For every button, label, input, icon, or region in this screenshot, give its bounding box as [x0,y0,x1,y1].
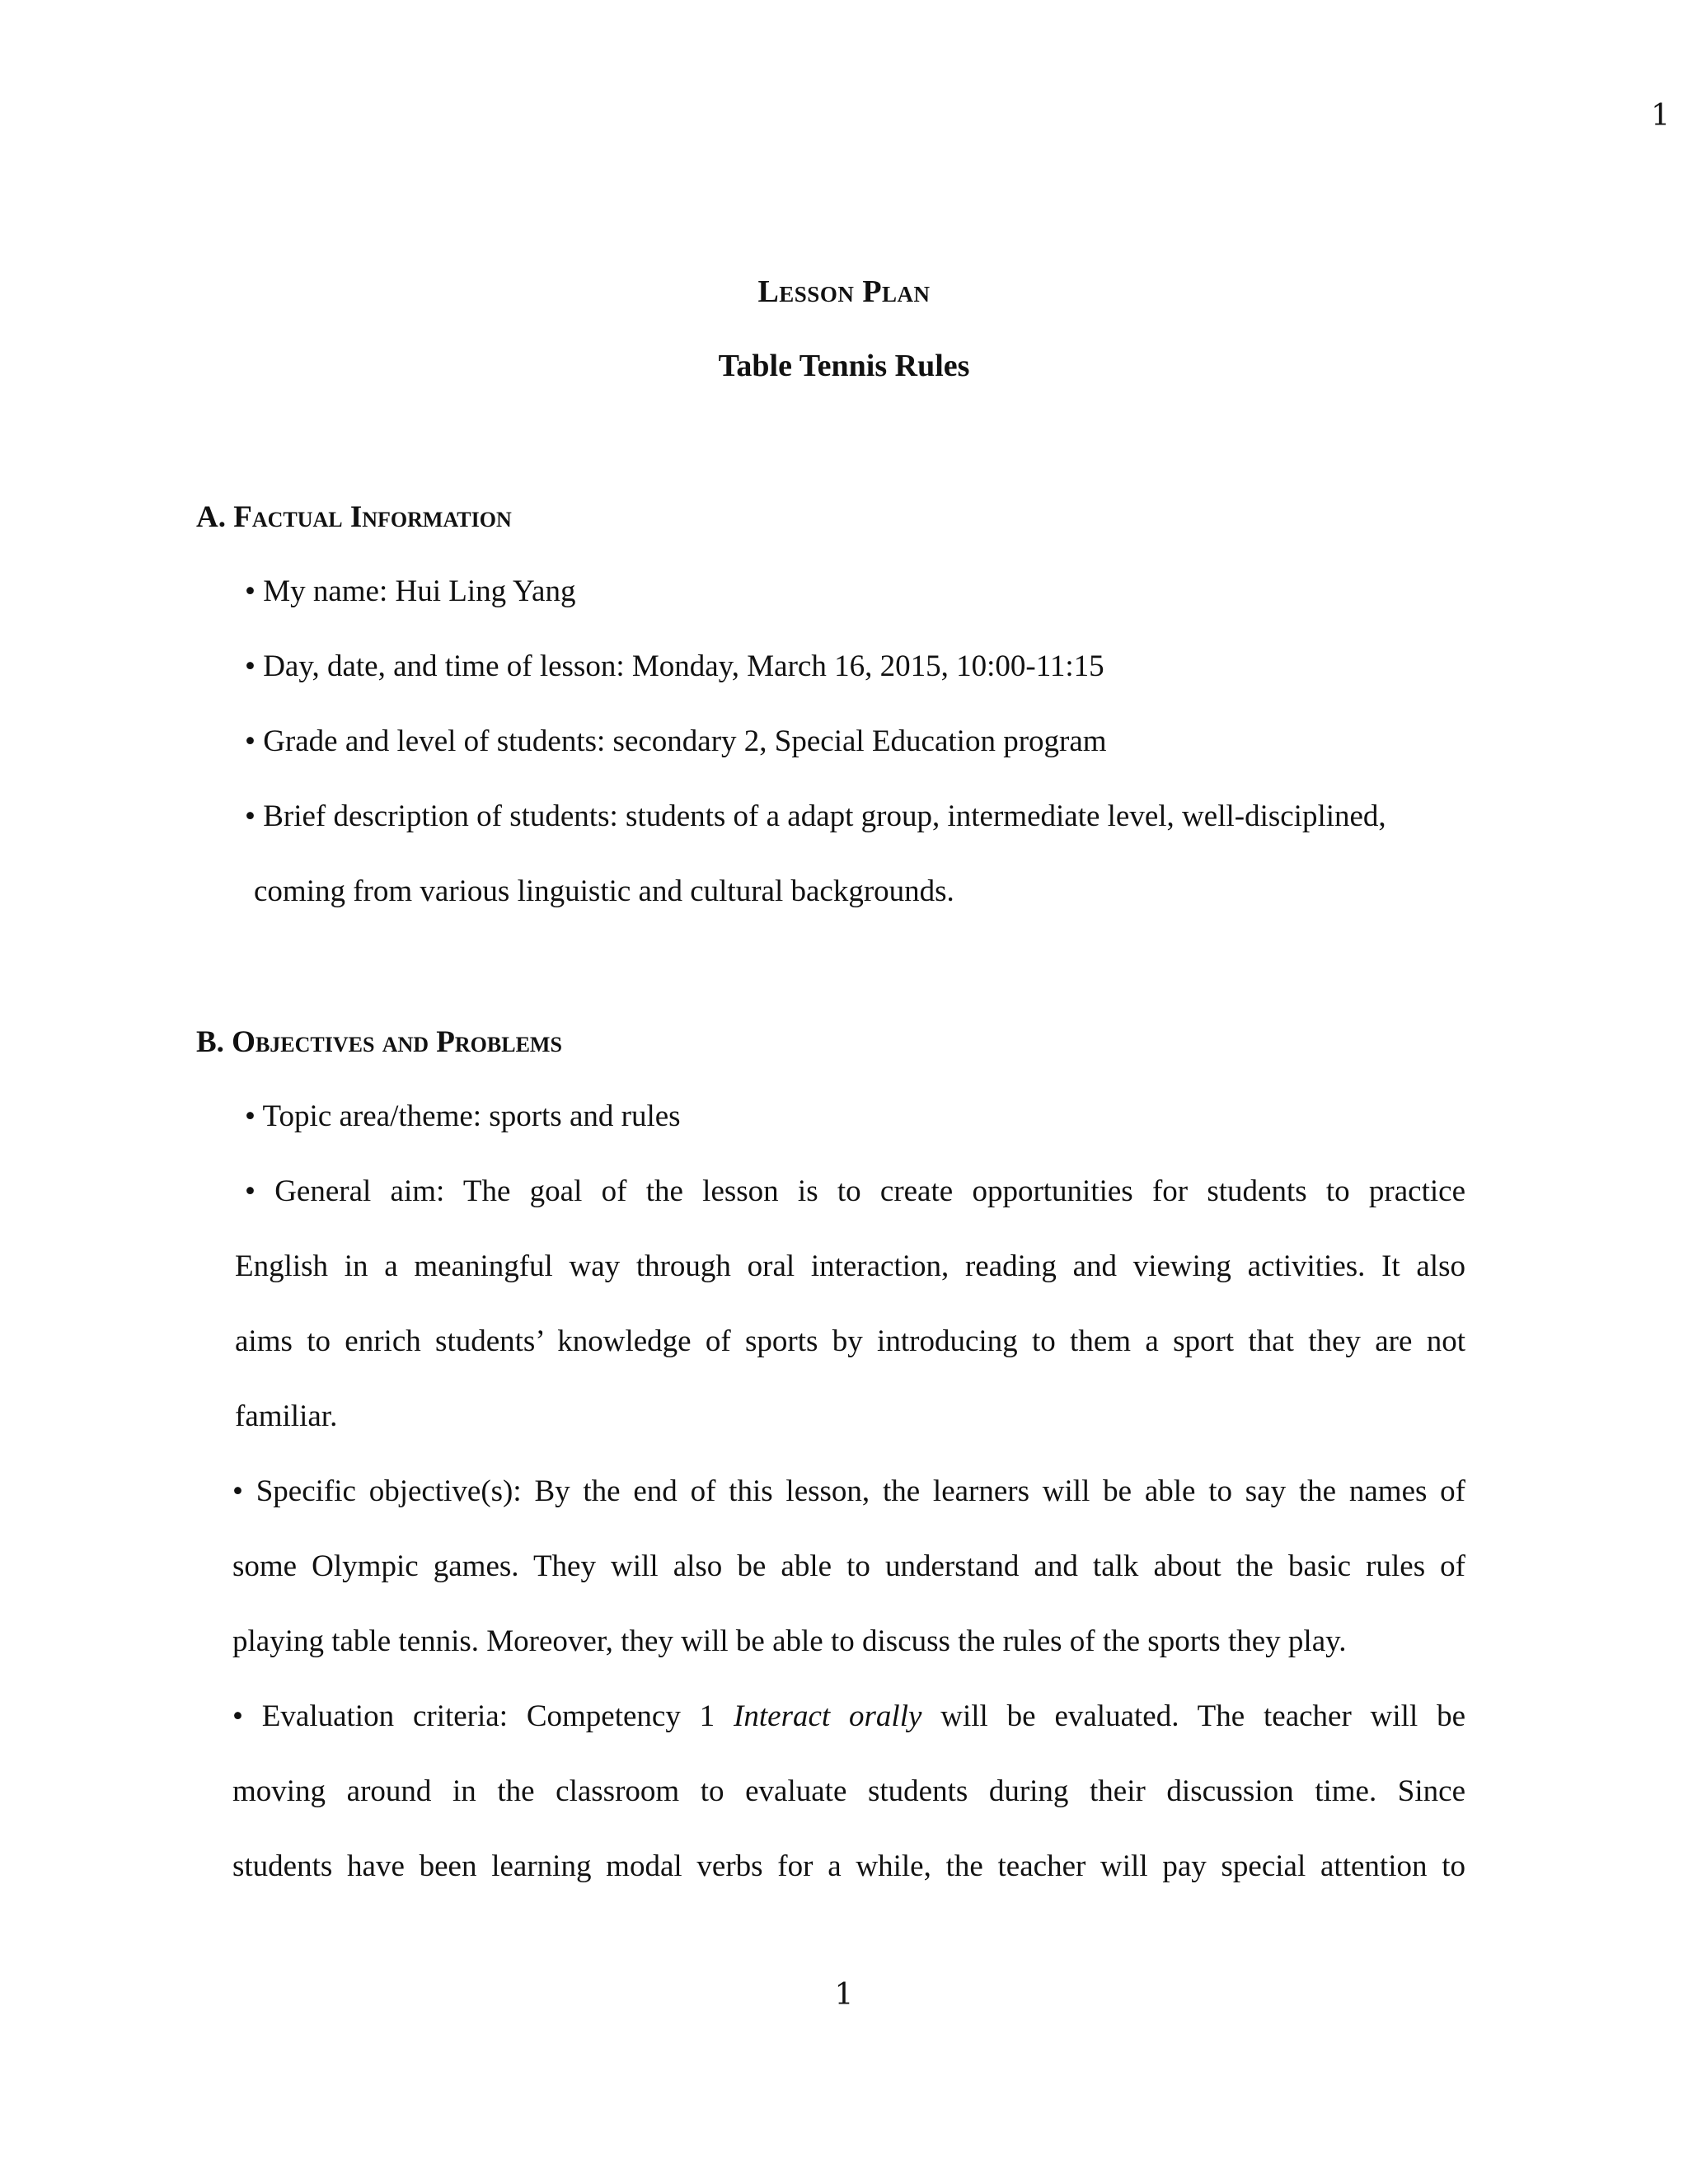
specific-objectives-line-3: playing table tennis. Moreover, they will be able to discuss the rules of the sports they play. [232,1624,1347,1658]
general-aim-line-4: familiar. [235,1399,338,1433]
evaluation-line-3: students have been learning modal verbs for a while, the teacher will pay special attention to [232,1849,1465,1883]
header-page-number: 1 [1651,99,1670,133]
general-aim-line-3: aims to enrich students’ knowledge of sports by introducing to them a sport that they are not [235,1324,1465,1358]
document-subtitle: Table Tennis Rules [718,349,970,383]
section-b-heading: B. Objectives and Problems [196,1025,562,1059]
section-a-heading: A. Factual Information [196,500,512,534]
specific-objectives-line-1: • Specific objective(s): By the end of this lesson, the learners will be able to say the names of [232,1474,1465,1508]
factual-item-grade: • Grade and level of students: secondary 2, Special Education program [245,724,1107,758]
evaluation-line-1-start: • Evaluation criteria: Competency 1 [232,1699,715,1733]
factual-item-description: • Brief description of students: students of a adapt group, intermediate level, well-disciplined, [245,799,1386,833]
specific-objectives-line-2: some Olympic games. They will also be able to understand and talk about the basic rules of [232,1549,1465,1583]
factual-item-date: • Day, date, and time of lesson: Monday, March 16, 2015, 10:00-11:15 [245,649,1104,683]
document-title: Lesson Plan [757,274,931,309]
factual-item-name: • My name: Hui Ling Yang [245,574,576,608]
evaluation-line-1 [232,1699,1465,1734]
general-aim-line-2: English in a meaningful way through oral interaction, reading and viewing activities. It also [235,1249,1465,1283]
evaluation-line-2: moving around in the classroom to evaluate students during their discussion time. Since [232,1774,1465,1808]
evaluation-competency-italic: Interact orally [734,1699,922,1733]
topic-area-item: • Topic area/theme: sports and rules [245,1099,681,1133]
factual-item-description-cont: coming from various linguistic and cultural backgrounds. [254,874,954,908]
footer-page-number: 1 [834,1978,854,2012]
general-aim-line-1: • General aim: The goal of the lesson is to create opportunities for students to practice [245,1174,1465,1208]
evaluation-line-1-end: will be evaluated. The teacher will be [940,1699,1465,1733]
